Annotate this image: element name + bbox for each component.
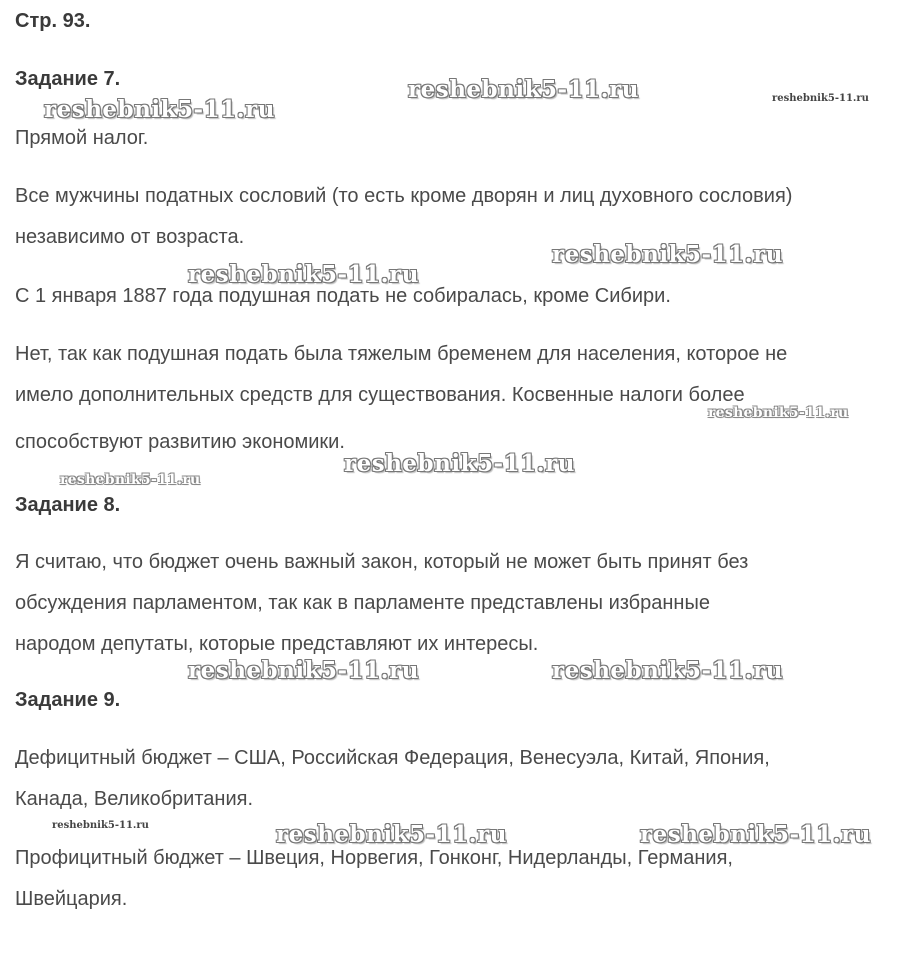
- task-7-heading: Задание 7.: [15, 68, 121, 90]
- watermark: reshebnik5-11.ru: [52, 820, 149, 831]
- watermark: reshebnik5-11.ru: [344, 450, 575, 477]
- text-line: Канада, Великобритания.: [15, 788, 253, 810]
- text-line: обсуждения парламентом, так как в парламенте представлены избранные: [15, 592, 710, 614]
- watermark: reshebnik5-11.ru: [772, 93, 869, 104]
- watermark: reshebnik5-11.ru: [408, 76, 639, 103]
- task-8-answer: [15, 542, 910, 665]
- watermark: reshebnik5-11.ru: [552, 657, 783, 684]
- text-line: способствуют развитию экономики.: [15, 431, 345, 453]
- text-line: С 1 января 1887 года подушная подать не собиралась, кроме Сибири.: [15, 285, 671, 307]
- watermark: reshebnik5-11.ru: [44, 96, 275, 123]
- watermark: reshebnik5-11.ru: [276, 821, 507, 848]
- task-7-answer-1: [15, 118, 910, 159]
- text-line: Все мужчины податных сословий (то есть кроме дворян и лиц духовного сословия): [15, 185, 793, 207]
- text-line: имело дополнительных средств для существования. Косвенные налоги более: [15, 384, 745, 406]
- task-9-surplus: [15, 838, 910, 920]
- text-line: народом депутаты, которые представляют их интересы.: [15, 633, 539, 655]
- watermark: reshebnik5-11.ru: [188, 657, 419, 684]
- text-line: Я считаю, что бюджет очень важный закон, который не может быть принят без: [15, 551, 749, 573]
- text-line: Швейцария.: [15, 888, 128, 910]
- text-line: Дефицитный бюджет – США, Российская Федерация, Венесуэла, Китай, Япония,: [15, 747, 770, 769]
- watermark: reshebnik5-11.ru: [708, 405, 849, 421]
- task-7-answer-4: [15, 334, 910, 463]
- task-8-heading: Задание 8.: [15, 494, 121, 516]
- task-9-heading: Задание 9.: [15, 689, 121, 711]
- page-title: Стр. 93.: [15, 10, 91, 32]
- watermark: reshebnik5-11.ru: [640, 821, 871, 848]
- watermark: reshebnik5-11.ru: [60, 472, 201, 488]
- text-line: Профицитный бюджет – Швеция, Норвегия, Гонконг, Нидерланды, Германия,: [15, 847, 733, 869]
- task-9-deficit: [15, 738, 910, 820]
- text-line: Прямой налог.: [15, 127, 149, 149]
- text-line: Нет, так как подушная подать была тяжелым бременем для населения, которое не: [15, 343, 788, 365]
- text-line: независимо от возраста.: [15, 226, 245, 248]
- watermark: reshebnik5-11.ru: [552, 241, 783, 268]
- task-7-answer-3: [15, 276, 910, 317]
- watermark: reshebnik5-11.ru: [188, 261, 419, 288]
